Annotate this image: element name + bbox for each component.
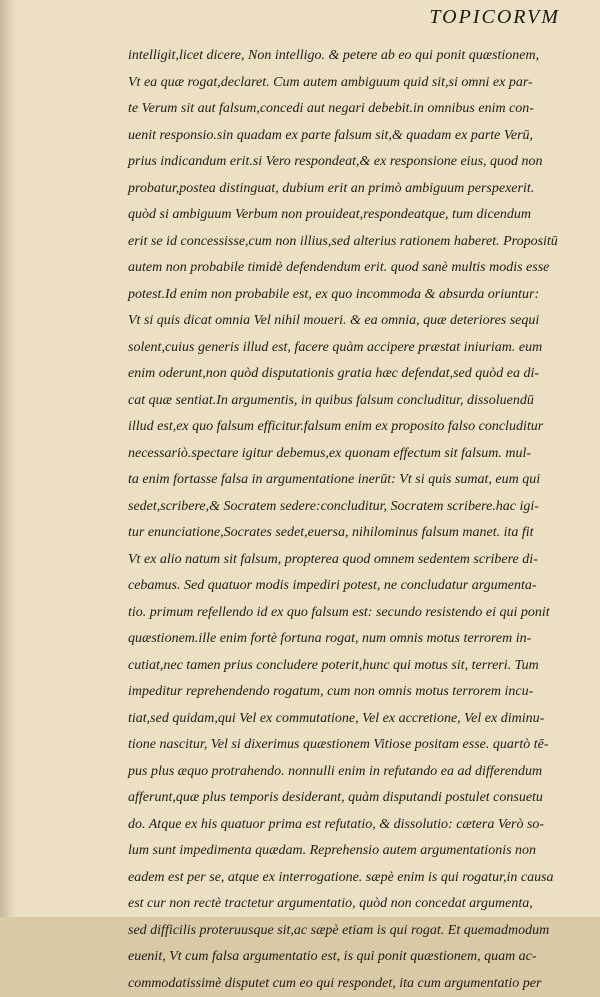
text-line: illud est,ex quo falsum efficitur.falsum enim ex proposito falso concluditur — [128, 414, 590, 441]
text-line: tur enunciatione,Socrates sedet,euersa, nihilominus falsum manet. ita fit — [128, 520, 590, 547]
text-line: autem non probabile timidè defendendum erit. quod sanè multis modis esse — [128, 255, 590, 282]
text-line: tio. primum refellendo id ex quo falsum est: secundo resistendo ei qui ponit — [128, 600, 590, 627]
text-line: Vt ea quæ rogat,declaret. Cum autem ambiguum quid sit,si omni ex par- — [128, 70, 590, 97]
text-line: cat quæ sentiat.In argumentis, in quibus falsum concluditur, dissoluendū — [128, 388, 590, 415]
text-line: eadem est per se, atque ex interrogatione. sæpè enim is qui rogatur,in causa — [128, 865, 590, 892]
text-line: quæstionem.ille enim fortè fortuna rogat, num omnis motus terrorem in- — [128, 626, 590, 653]
text-line: Vt si quis dicat omnia Vel nihil moueri. & ea omnia, quæ deteriores sequi — [128, 308, 590, 335]
text-line: solent,cuius generis illud est, facere quàm accipere præstat iniuriam. eum — [128, 335, 590, 362]
text-line: te Verum sit aut falsum,concedi aut negari debebit.in omnibus enim con- — [128, 96, 590, 123]
text-line: ta enim fortasse falsa in argumentatione inerūt: Vt si quis sumat, eum qui — [128, 467, 590, 494]
text-line: euenit, Vt cum falsa argumentatio est, is qui ponit quæstionem, quam ac- — [128, 944, 590, 971]
text-line: cebamus. Sed quatuor modis impediri potest, ne concludatur argumenta- — [128, 573, 590, 600]
text-line: erit se id concessisse,cum non illius,sed alterius rationem haberet. Propositū — [128, 229, 590, 256]
text-line: tiat,sed quidam,qui Vel ex commutatione, Vel ex accretione, Vel ex diminu- — [128, 706, 590, 733]
text-line: pus plus æquo protrahendo. nonnulli enim in refutando ea ad differendum — [128, 759, 590, 786]
text-line: uenit responsio.sin quadam ex parte falsum sit,& quadam ex parte Verū, — [128, 123, 590, 150]
text-line: quòd si ambiguum Verbum non prouideat,respondeatque, tum dicendum — [128, 202, 590, 229]
body-text — [128, 43, 590, 997]
text-line: impeditur reprehendendo rogatum, cum non omnis motus terrorem incu- — [128, 679, 590, 706]
text-line: commodatissimè disputet cum eo qui respondet, ita cum argumentatio per — [128, 971, 590, 997]
text-line: cutiat,nec tamen prius concludere poterit,hunc qui motus sit, terreri. Tum — [128, 653, 590, 680]
text-line: afferunt,quæ plus temporis desiderant, quàm disputandi postulet consuetu — [128, 785, 590, 812]
text-line: intelligit,licet dicere, Non intelligo. & petere ab eo qui ponit quæstionem, — [128, 43, 590, 70]
text-line: est cur non rectè tractetur argumentatio, quòd non concedat argumenta, — [128, 891, 590, 918]
text-line: probatur,postea distinguat, dubium erit an primò ambiguum perspexerit. — [128, 176, 590, 203]
text-line: Vt ex alio natum sit falsum, propterea quod omnem sedentem scribere di- — [128, 547, 590, 574]
text-line: sed difficilis proteruusque sit,ac sæpè etiam is qui rogat. Et quemadmodum — [128, 918, 590, 945]
text-line: enim oderunt,non quòd disputationis gratia hæc defendat,sed quòd ea di- — [128, 361, 590, 388]
text-line: sedet,scribere,& Socratem sedere:concluditur, Socratem scribere.hac igi- — [128, 494, 590, 521]
text-line: lum sunt impedimenta quædam. Reprehensio autem argumentationis non — [128, 838, 590, 865]
text-line: potest.Id enim non probabile est, ex quo incommoda & absurda oriuntur: — [128, 282, 590, 309]
text-line: necessariò.spectare igitur debemus,ex quonam effectum sit falsum. mul- — [128, 441, 590, 468]
text-line: do. Atque ex his quatuor prima est refutatio, & dissolutio: cætera Verò so- — [128, 812, 590, 839]
text-line: tione nascitur, Vel si dixerimus quæstionem Vitiose positam esse. quartò tē- — [128, 732, 590, 759]
text-line: prius indicandum erit.si Vero respondeat,& ex responsione eius, quod non — [128, 149, 590, 176]
running-title: TOPICORVM — [429, 6, 560, 29]
